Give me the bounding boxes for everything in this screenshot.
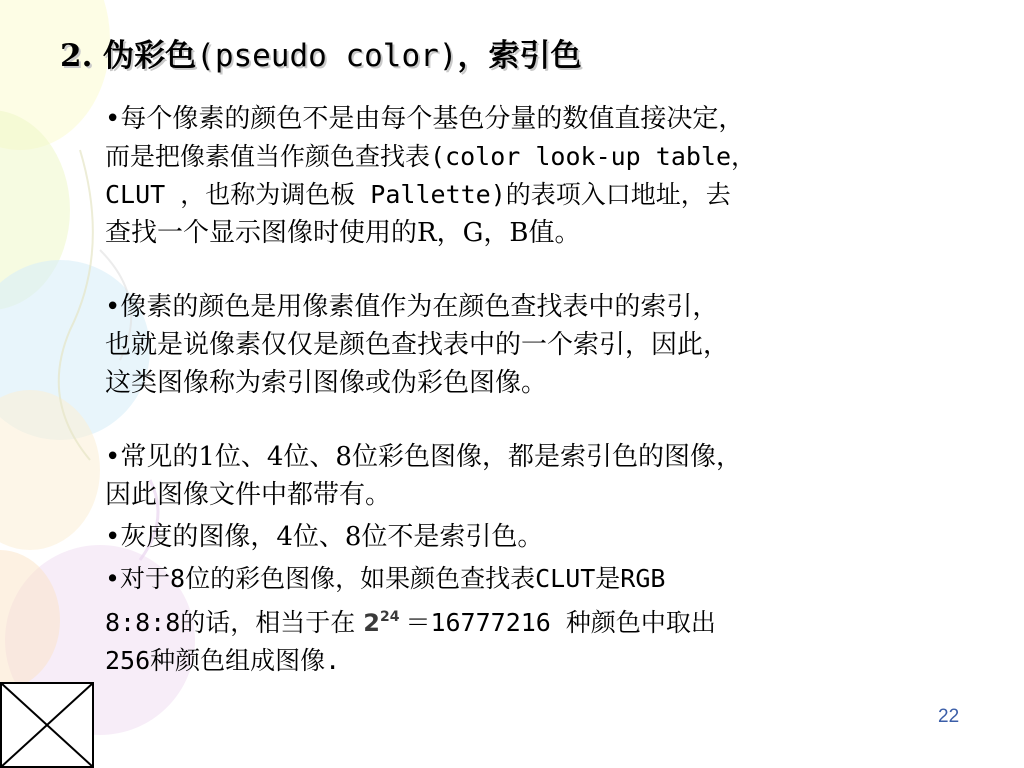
title-suffix: ，索引色 [457, 38, 582, 74]
paragraph-common-bits [105, 438, 955, 514]
title-prefix: 2. 伪彩色 [60, 38, 197, 74]
text-line: 而是把像素值当作颜色查找表(color look-up table， [105, 142, 757, 171]
page-number: 22 [938, 706, 960, 727]
paragraph-8bit [105, 560, 955, 680]
text-line: •像素的颜色是用像素值作为在颜色查找表中的索引， [105, 292, 719, 322]
text-line: •对于8位的彩色图像，如果颜色查找表CLUT是RGB [105, 564, 666, 593]
text-line: •灰度的图像，4位、8位不是索引色。 [105, 522, 544, 552]
power-exponent: 24 [379, 609, 400, 625]
slide-title [60, 30, 581, 75]
paragraph-clut [105, 100, 955, 252]
text-line: 查找一个显示图像时使用的R，G，B值。 [105, 218, 581, 248]
text-line: 256种颜色组成图像. [105, 646, 341, 675]
text-line: 因此图像文件中都带有。 [105, 480, 392, 510]
power-base: 2 [363, 609, 380, 637]
title-mono: (pseudo color) [196, 38, 458, 74]
text-line: 也就是说像素仅仅是颜色查找表中的一个索引，因此， [105, 330, 730, 360]
slide-body [105, 100, 955, 680]
text-segment: ＝16777216 种颜色中取出 [405, 608, 716, 637]
text-line: 这类图像称为索引图像或伪彩色图像。 [105, 368, 548, 398]
text-line [105, 598, 955, 642]
text-line: CLUT ，也称为调色板 Pallette)的表项入口地址，去 [105, 180, 731, 209]
paragraph-index [105, 288, 955, 402]
power-of-two [363, 609, 399, 637]
corner-cross-box [0, 682, 94, 768]
paragraph-grayscale [105, 518, 955, 556]
text-line: •常见的1位、4位、8位彩色图像，都是索引色的图像， [105, 442, 742, 472]
text-segment: 8:8:8的话，相当于在 [105, 608, 356, 637]
text-line: •每个像素的颜色不是由每个基色分量的数值直接决定， [105, 104, 745, 134]
